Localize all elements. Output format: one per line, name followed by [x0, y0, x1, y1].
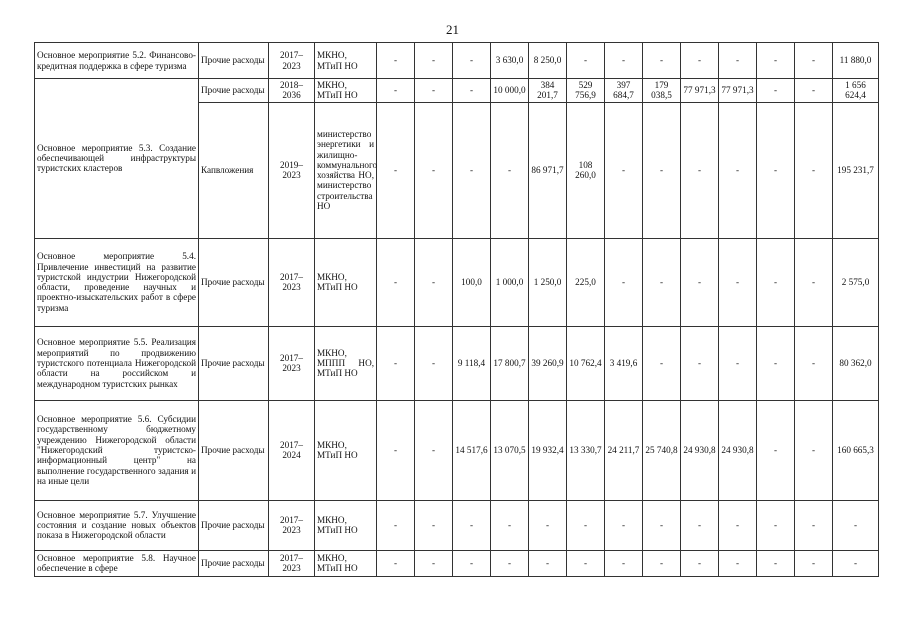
cell-expense-type: Прочие расходы [199, 238, 269, 326]
table-row [35, 550, 879, 576]
cell-total: 11 880,0 [833, 43, 879, 79]
cell-amount: 24 930,8 [719, 400, 757, 500]
cell-amount: - [757, 238, 795, 326]
cell-amount: - [681, 238, 719, 326]
cell-amount: - [719, 102, 757, 238]
cell-amount: - [567, 43, 605, 79]
cell-activity-name: Основное мероприятие 5.7. Улучшение состояния и создание новых объектов показа в Нижегородской области [35, 500, 199, 550]
cell-expense-type: Прочие расходы [199, 550, 269, 576]
cell-expense-type: Прочие расходы [199, 500, 269, 550]
cell-amount: - [643, 500, 681, 550]
cell-amount: - [377, 500, 415, 550]
cell-total: - [833, 550, 879, 576]
cell-amount: 10 762,4 [567, 326, 605, 400]
cell-amount: - [605, 550, 643, 576]
cell-amount: - [795, 102, 833, 238]
cell-amount: - [795, 43, 833, 79]
cell-amount: - [681, 43, 719, 79]
cell-executor: МКНО, МТиП НО [315, 79, 377, 103]
cell-period: 2017–2023 [269, 238, 315, 326]
cell-amount: 1 250,0 [529, 238, 567, 326]
cell-activity-name: Основное мероприятие 5.8. Научное обеспечение в сфере [35, 550, 199, 576]
cell-amount: - [605, 500, 643, 550]
cell-amount: - [643, 43, 681, 79]
cell-period: 2017–2023 [269, 500, 315, 550]
cell-amount: 17 800,7 [491, 326, 529, 400]
cell-amount: 86 971,7 [529, 102, 567, 238]
cell-amount: - [529, 500, 567, 550]
cell-period: 2019–2023 [269, 102, 315, 238]
cell-amount: - [491, 102, 529, 238]
cell-amount: - [643, 326, 681, 400]
cell-activity-name: Основное мероприятие 5.3. Создание обеспечивающей инфраструктуры туристских кластеров [35, 79, 199, 239]
table-row [35, 238, 879, 326]
cell-total: 1 656 624,4 [833, 79, 879, 103]
cell-amount: - [377, 550, 415, 576]
cell-executor: министерство энергетики и жилищно-коммунального хозяйства НО, министерство строительства НО [315, 102, 377, 238]
cell-amount: 9 118,4 [453, 326, 491, 400]
cell-amount: - [757, 79, 795, 103]
cell-amount: - [757, 400, 795, 500]
cell-amount: 1 000,0 [491, 238, 529, 326]
table-row [35, 400, 879, 500]
cell-amount: - [643, 238, 681, 326]
cell-total: 80 362,0 [833, 326, 879, 400]
cell-amount: 24 930,8 [681, 400, 719, 500]
cell-amount: - [377, 326, 415, 400]
cell-amount: - [643, 102, 681, 238]
cell-activity-name: Основное мероприятие 5.5. Реализация мероприятий по продвижению туристского потенциала Нижегородской области на российском и международном туристских рынках [35, 326, 199, 400]
cell-amount: 108 260,0 [567, 102, 605, 238]
cell-amount: - [757, 326, 795, 400]
cell-amount: - [757, 43, 795, 79]
cell-expense-type: Прочие расходы [199, 43, 269, 79]
cell-amount: 19 932,4 [529, 400, 567, 500]
cell-amount: - [681, 326, 719, 400]
cell-amount: 77 971,3 [681, 79, 719, 103]
cell-amount: 179 038,5 [643, 79, 681, 103]
cell-amount: - [491, 550, 529, 576]
cell-amount: - [377, 238, 415, 326]
funding-table [34, 42, 879, 577]
cell-total: - [833, 500, 879, 550]
cell-amount: - [681, 550, 719, 576]
cell-amount: - [415, 550, 453, 576]
cell-amount: 13 330,7 [567, 400, 605, 500]
cell-amount: - [415, 500, 453, 550]
cell-executor: МКНО, МТиП НО [315, 238, 377, 326]
cell-amount: - [377, 43, 415, 79]
cell-amount: - [795, 79, 833, 103]
cell-amount: - [453, 79, 491, 103]
cell-amount: - [757, 550, 795, 576]
cell-period: 2017–2024 [269, 400, 315, 500]
cell-amount: - [529, 550, 567, 576]
table-row [35, 500, 879, 550]
cell-total: 195 231,7 [833, 102, 879, 238]
cell-amount: 3 419,6 [605, 326, 643, 400]
cell-expense-type: Капвложения [199, 102, 269, 238]
cell-period: 2017–2023 [269, 326, 315, 400]
cell-amount: - [719, 550, 757, 576]
cell-amount: - [453, 43, 491, 79]
cell-amount: 10 000,0 [491, 79, 529, 103]
cell-amount: - [491, 500, 529, 550]
table-body [35, 43, 879, 577]
cell-amount: - [795, 500, 833, 550]
table-row [35, 79, 879, 103]
cell-period: 2018–2036 [269, 79, 315, 103]
cell-amount: - [415, 43, 453, 79]
cell-amount: 384 201,7 [529, 79, 567, 103]
cell-amount: - [605, 102, 643, 238]
cell-amount: 24 211,7 [605, 400, 643, 500]
cell-amount: - [605, 238, 643, 326]
cell-activity-name: Основное мероприятие 5.6. Субсидии государственному бюджетному учреждению Нижегородской области "Нижегородский туристско-информационный центр" на выполнение государственного задания и на иные цели [35, 400, 199, 500]
cell-executor: МКНО, МТиП НО [315, 43, 377, 79]
cell-amount: - [567, 500, 605, 550]
cell-amount: - [567, 550, 605, 576]
cell-amount: - [719, 326, 757, 400]
cell-amount: - [415, 102, 453, 238]
cell-amount: - [415, 238, 453, 326]
cell-amount: - [415, 326, 453, 400]
cell-amount: 225,0 [567, 238, 605, 326]
cell-expense-type: Прочие расходы [199, 400, 269, 500]
cell-amount: - [757, 102, 795, 238]
table-row [35, 326, 879, 400]
cell-amount: - [453, 102, 491, 238]
cell-expense-type: Прочие расходы [199, 326, 269, 400]
cell-amount: - [795, 326, 833, 400]
cell-total: 2 575,0 [833, 238, 879, 326]
cell-period: 2017–2023 [269, 550, 315, 576]
cell-executor: МКНО, МТиП НО [315, 400, 377, 500]
cell-amount: - [719, 238, 757, 326]
cell-amount: - [415, 400, 453, 500]
cell-amount: - [377, 400, 415, 500]
cell-amount: 100,0 [453, 238, 491, 326]
cell-period: 2017–2023 [269, 43, 315, 79]
cell-total: 160 665,3 [833, 400, 879, 500]
cell-executor: МКНО, МППП НО, МТиП НО [315, 326, 377, 400]
cell-activity-name: Основное мероприятие 5.2. Финансово-кредитная поддержка в сфере туризма [35, 43, 199, 79]
cell-executor: МКНО, МТиП НО [315, 550, 377, 576]
table-row [35, 43, 879, 79]
cell-amount: 8 250,0 [529, 43, 567, 79]
cell-amount: - [719, 43, 757, 79]
cell-amount: - [795, 238, 833, 326]
cell-amount: - [377, 79, 415, 103]
page-number: 21 [446, 22, 459, 37]
cell-amount: - [795, 550, 833, 576]
cell-amount: - [415, 79, 453, 103]
cell-amount: - [605, 43, 643, 79]
cell-amount: 13 070,5 [491, 400, 529, 500]
cell-amount: - [453, 500, 491, 550]
cell-amount: - [795, 400, 833, 500]
cell-amount: 25 740,8 [643, 400, 681, 500]
cell-amount: - [681, 102, 719, 238]
cell-amount: 3 630,0 [491, 43, 529, 79]
cell-amount: 39 260,9 [529, 326, 567, 400]
cell-amount: 397 684,7 [605, 79, 643, 103]
cell-amount: 529 756,9 [567, 79, 605, 103]
cell-amount: 14 517,6 [453, 400, 491, 500]
cell-amount: 77 971,3 [719, 79, 757, 103]
cell-amount: - [719, 500, 757, 550]
cell-activity-name: Основное мероприятие 5.4. Привлечение инвестиций на развитие туристской индустрии Нижегородской области, проведение научных и проектно-изыскательских работ в сфере туризма [35, 238, 199, 326]
cell-amount: - [681, 500, 719, 550]
cell-executor: МКНО, МТиП НО [315, 500, 377, 550]
cell-expense-type: Прочие расходы [199, 79, 269, 103]
cell-amount: - [453, 550, 491, 576]
cell-amount: - [643, 550, 681, 576]
cell-amount: - [757, 500, 795, 550]
cell-amount: - [377, 102, 415, 238]
